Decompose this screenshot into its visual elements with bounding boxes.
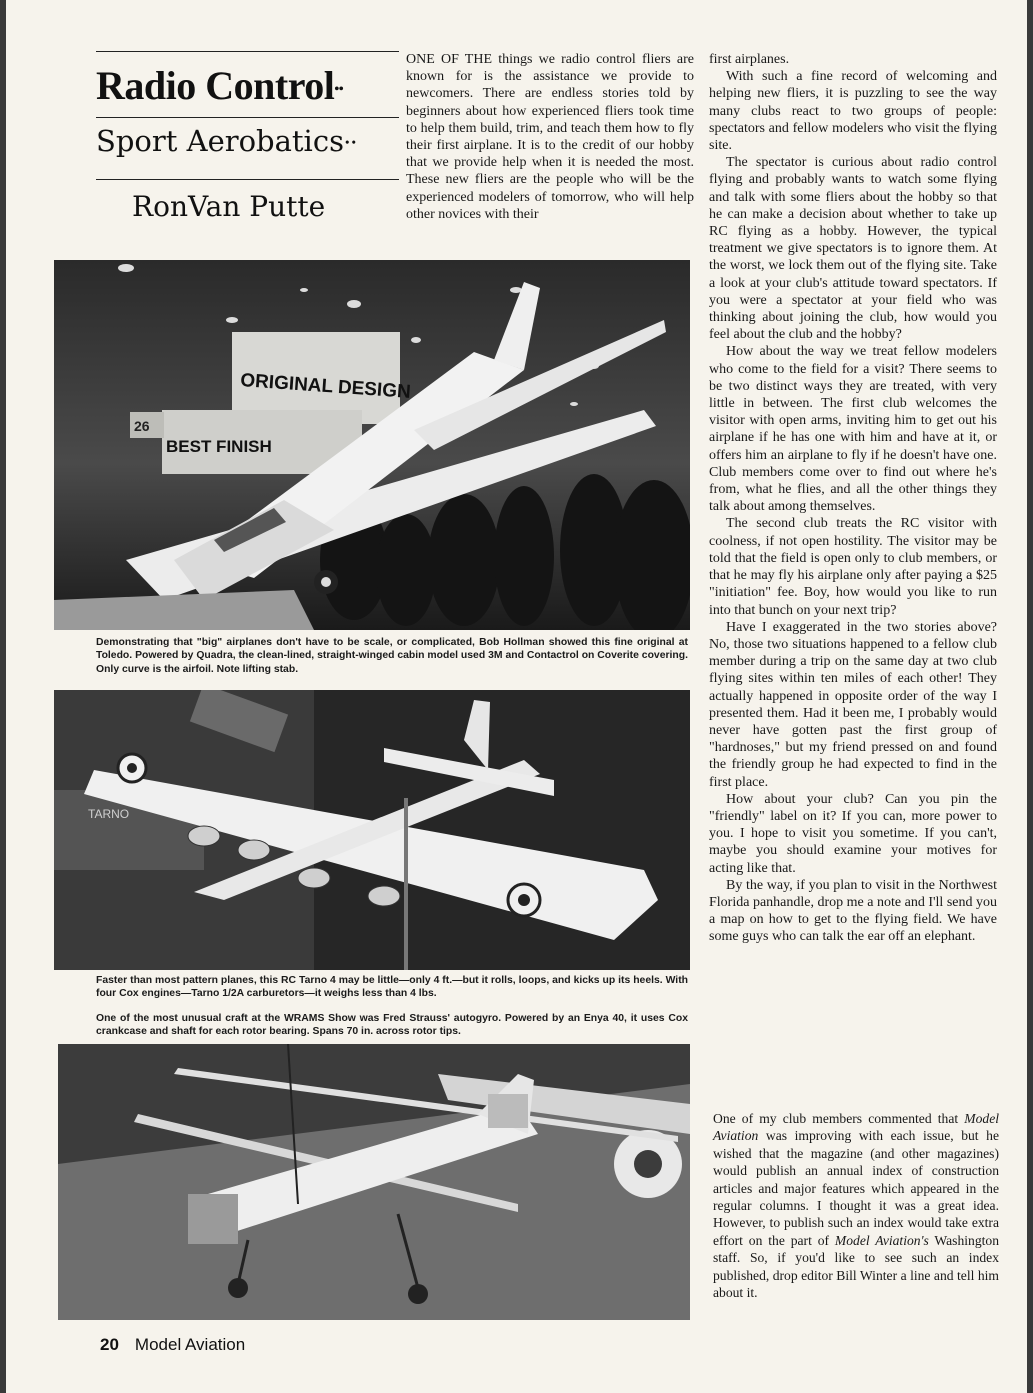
photo-caption-3: One of the most unusual craft at the WRAMS Show was Fred Strauss' autogyro. Powered by an Enya 40, it uses Cox crankcase and shaft for each rotor bearing. Spans 70 in. across rotor tips. bbox=[96, 1013, 688, 1038]
paragraph: Have I exaggerated in the two stories above? No, those two situations happened to a fellow club member during a trip on the same day at two club flying sites within ten miles of each other! They actually happened in opposite order of the way I presented them. Had it been me, I probably would never have gotten past the first group of "hardnoses," but my friend pressed on and found the friendly group he had expected to find in the first place. bbox=[709, 619, 997, 790]
paragraph: The spectator is curious about radio control flying and probably wants to watch some flying and talk with some fliers about the hobby so that he can make a decision about whether to take up RC flying as a hobby. However, the typical treatment we give spectators is to ignore them. At the worst, we lock them out of the flying site. Take a look at your club's attitude toward spectators. If you were a spectator at your field who was thinking about joining the club, how would you feel about the club and the hobby? bbox=[709, 155, 997, 343]
sign-best-finish: BEST FINISH bbox=[166, 437, 272, 456]
photo-cabin-model bbox=[54, 260, 690, 630]
header-top-rule bbox=[96, 51, 399, 52]
header-rule-2 bbox=[96, 117, 399, 118]
photo-caption-1: Demonstrating that "big" airplanes don't have to be scale, or complicated, Bob Hollman showed this fine original at Toledo. Powered by Quadra, the clean-lined, straight-winged cabin model used 3M and Contactrol on Coverite covering. Only curve is the airfoil. Note lifting stab. bbox=[96, 637, 688, 675]
tarno-label: TARNO bbox=[88, 807, 130, 821]
column-title: Radio Control•• bbox=[96, 63, 344, 108]
photo-tarno-model-image bbox=[54, 690, 690, 970]
paragraph: The second club treats the RC visitor with coolness, if not open hostility. The visitor may be told that the field is open only to club members, or that he may fly his airplane only after paying a $25 "initiation" fee. Boy, how would you like to run into that bunch on your next trip? bbox=[709, 516, 997, 618]
photo-caption-2: Faster than most pattern planes, this RC Tarno 4 may be little—only 4 ft.—but it rolls, loops, and kicks up its heels. With four Cox engines—Tarno 1/2A carburetors—it weighs less than 4 lbs. bbox=[96, 975, 688, 1000]
paragraph: One of my club members commented that Model Aviation was improving with each issue, but he wished that the magazine (and other magazines) would publish an annual index of construction articles and major features which appeared in the regular columns. I thought it was a great idea. However, to publish such an index would take extra effort on the part of Model Aviation's Washington staff. So, if you'd like to see such an index published, drop editor Bill Winter a line and tell him about it. bbox=[713, 1111, 1000, 1301]
sign-number: 26 bbox=[134, 418, 150, 434]
header-rule-3 bbox=[96, 179, 399, 180]
photo-cabin-model-image bbox=[54, 260, 690, 630]
paragraph: By the way, if you plan to visit in the Northwest Florida panhandle, drop me a note and I'll send you a map on how to get to the flying field. We have some guys who can talk the ear off an elephant. bbox=[709, 877, 997, 945]
sidebar-note bbox=[713, 1110, 999, 1301]
paragraph: How about the way we treat fellow modelers who come to the field for a visit? There seems to be two distinct ways they are treated, with very little in between. The first club welcomes the visitor with open arms, inviting him to get out his airplane if he has one with him and have at it, or offers him an airplane to fly if he doesn't have one. Club members come over to find out where he's from, what he flies, and all the other things they talk about among themselves. bbox=[709, 344, 997, 515]
magazine-name: Model Aviation bbox=[134, 1335, 246, 1354]
author-byline: RonVan Putte bbox=[132, 190, 326, 223]
photo-autogyro-model bbox=[58, 1044, 690, 1320]
paragraph: ONE OF THE things we radio control fliers are known for is the assistance we provide to newcomers. There are endless stories told by beginners about how experienced fliers took time to help them build, trim, and teach them how to fly their first airplane. It is to the credit of our hobby that we provide help when it is needed the most. These new fliers are the people who will be the experienced modelers of tomorrow, who will help other novices with their bbox=[406, 52, 694, 222]
magazine-page bbox=[6, 0, 1027, 1393]
body-column-1 bbox=[406, 51, 694, 223]
column-subject: Sport Aerobatics•• bbox=[96, 124, 357, 158]
paragraph: first airplanes. bbox=[709, 52, 790, 67]
paragraph: How about your club? Can you pin the "friendly" label on it? If you can, more power to you. I hope to visit you sometime. If you can't, maybe you should examine your motives for acting like that. bbox=[709, 791, 997, 876]
paragraph: With such a fine record of welcoming and helping new fliers, it is puzzling to see the way many clubs react to two groups of people: spectators and fellow modelers who visit the flying site. bbox=[709, 69, 997, 154]
page-footer bbox=[100, 1335, 245, 1355]
body-column-2 bbox=[709, 51, 997, 946]
photo-tarno-model bbox=[54, 690, 690, 970]
sign-original-design: ORIGINAL DESIGN bbox=[239, 370, 412, 403]
photo-autogyro-model-image bbox=[58, 1044, 690, 1320]
page-number: 20 bbox=[100, 1335, 119, 1354]
